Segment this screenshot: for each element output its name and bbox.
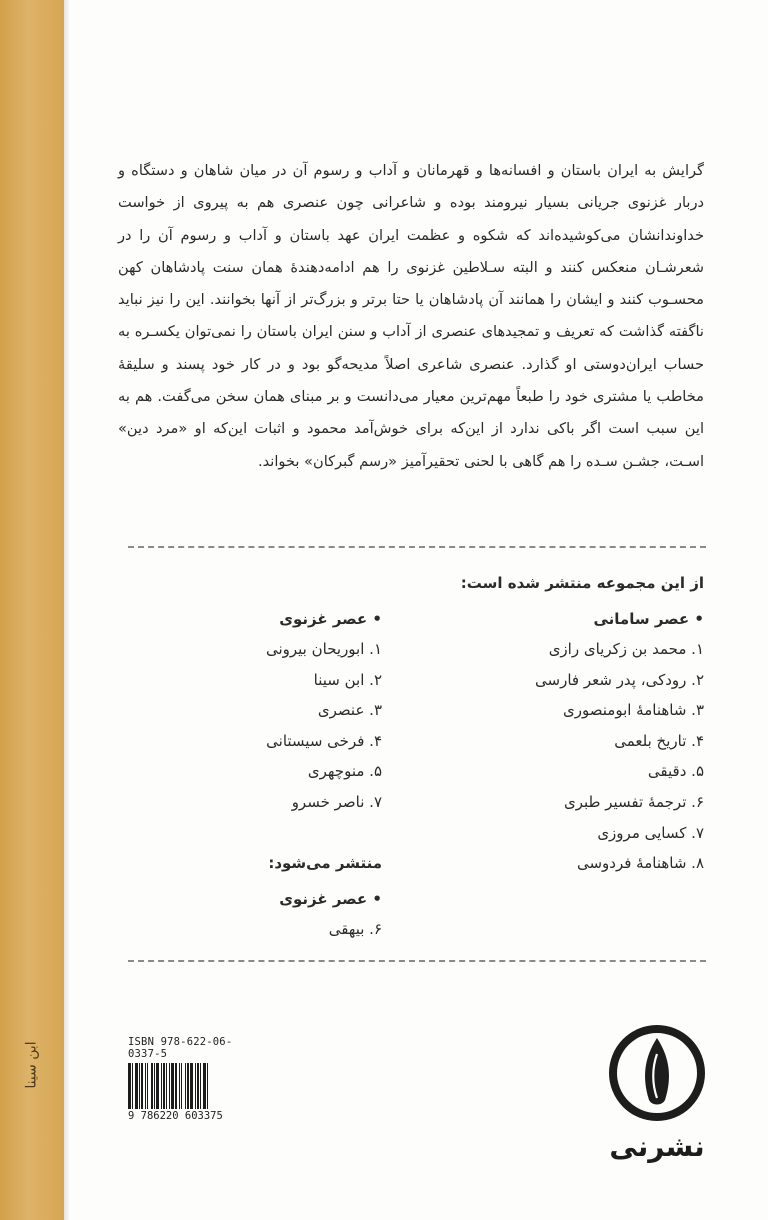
barcode-bar bbox=[190, 1063, 193, 1109]
barcode-bar bbox=[132, 1063, 133, 1109]
publisher-logo bbox=[604, 1020, 710, 1163]
list-item: ۴. تاریخ بلعمی bbox=[614, 731, 704, 750]
list-item: ۲. رودکی، پدر شعر فارسی bbox=[535, 670, 704, 689]
list-item: ۳. عنصری bbox=[317, 701, 382, 720]
list-item: ۳. شاهنامهٔ ابومنصوری bbox=[563, 701, 704, 720]
list-item: ۵. دقیقی bbox=[647, 762, 704, 781]
barcode-bar bbox=[195, 1063, 196, 1109]
barcode-bar bbox=[187, 1063, 189, 1109]
barcode-bar bbox=[200, 1063, 201, 1109]
dashed-divider-bottom bbox=[128, 960, 706, 962]
isbn-block bbox=[128, 1036, 256, 1122]
dashed-divider-top bbox=[128, 546, 706, 548]
barcode-bar bbox=[166, 1063, 167, 1109]
ghaznavi-list bbox=[192, 634, 382, 818]
barcode-bar bbox=[129, 1063, 131, 1109]
intro-paragraph: گرایش به ایران باستان و افسانه‌ها و قهرمانان و آداب و رسوم آن در میان شاهان و دستگاه و دربار غزنوی جریانی بسیار نیرومند بوده و شاعرانی چون عنصری هم به پیروی از خواست خداوندانشان می‌کوشیده‌اند که شکوه و عظمت ایران عهد باستان و آداب و رسوم آن را در شعرشـان منعکس کنند و البته سـلاطین غزنوی را هم ادامه‌دهندهٔ همان سنت پادشاهان کهن محسـوب کنند و ایشان را همانند آن پادشاهان یا حتا برتر و بزرگ‌تر از آنها بخوانند. این را نیز نباید ناگفته گذاشت که تعریف و تمجیدهای عنصری از آداب و سنن ایران باستان را نمی‌توان یکسـره به حساب ایران‌دوستی او گذارد. عنصری شاعری اصلاً مدیحه‌گو بود و در کار خود پسند و سلیقهٔ مخاطب یا مشتری خود را طبعاً مهم‌ترین معیار می‌دانست و بر مبنای همان سخن می‌گفت. هم به این سبب است اگر باکی ندارد از این‌که برای خوش‌آمد محمود و اثبات این‌که او «مرد دین» اسـت، جشـن سـده را هم گاهی با لحنی تحقیرآمیز «رسم گبرکان» بخواند. bbox=[118, 162, 704, 470]
series-list-right bbox=[434, 572, 704, 879]
list-item: ۲. ابن سینا bbox=[313, 670, 382, 689]
barcode-bar bbox=[156, 1063, 159, 1109]
list-item: ۸. شاهنامهٔ فردوسی bbox=[576, 854, 704, 873]
barcode-bar bbox=[154, 1063, 155, 1109]
barcode-bar bbox=[203, 1063, 206, 1109]
barcode-bar bbox=[161, 1063, 162, 1109]
list-item: ۱. ابوریحان بیرونی bbox=[265, 640, 382, 658]
spine-shadow bbox=[64, 0, 70, 1220]
barcode-bar bbox=[179, 1063, 180, 1109]
samani-list bbox=[434, 634, 704, 879]
period-samani: • عصر سامانی bbox=[593, 610, 704, 628]
barcode-bar bbox=[145, 1063, 146, 1109]
list-item: ۵. منوچهری bbox=[307, 762, 382, 781]
barcode bbox=[128, 1063, 256, 1109]
barcode-bar bbox=[197, 1063, 199, 1109]
period-ghaznavi: • عصر غزنوی bbox=[279, 610, 382, 628]
series-list-left bbox=[192, 572, 382, 944]
publisher-name: نشرنی bbox=[609, 1130, 705, 1163]
barcode-bar bbox=[185, 1063, 186, 1109]
series-heading: از این مجموعه منتشر شده است: bbox=[460, 574, 704, 592]
list-item: ۶. بیهقی bbox=[328, 919, 382, 938]
barcode-bar bbox=[141, 1063, 143, 1109]
list-item: ۷. کسایی مروزی bbox=[597, 823, 704, 842]
list-item: ۴. فرخی سیستانی bbox=[266, 731, 382, 750]
barcode-digits: 9 786220 603375 bbox=[128, 1110, 223, 1122]
isbn-label: ISBN 978-622-06-0337-5 bbox=[128, 1036, 233, 1060]
barcode-bar bbox=[169, 1063, 170, 1109]
barcode-bar bbox=[181, 1063, 182, 1109]
nashr-ney-logo-icon bbox=[604, 1020, 710, 1126]
barcode-bar bbox=[163, 1063, 165, 1109]
barcode-bar bbox=[151, 1063, 153, 1109]
heading-spacer bbox=[192, 572, 382, 604]
spine-signature bbox=[8, 990, 56, 1140]
period-ghaznavi-upcoming: • عصر غزنوی bbox=[279, 889, 382, 908]
barcode-bar bbox=[135, 1063, 138, 1109]
barcode-bar bbox=[139, 1063, 140, 1109]
barcode-bar bbox=[175, 1063, 177, 1109]
spine-signature-text: ابن سینا bbox=[24, 1041, 40, 1089]
upcoming-list bbox=[192, 914, 382, 945]
upcoming-heading: منتشر می‌شود: bbox=[268, 853, 382, 872]
list-item: ۶. ترجمهٔ تفسیر طبری bbox=[563, 792, 704, 811]
barcode-bar bbox=[207, 1063, 208, 1109]
list-item: ۱. محمد بن زکریای رازی bbox=[548, 640, 704, 658]
list-item: ۷. ناصر خسرو bbox=[291, 792, 382, 811]
barcode-bar bbox=[147, 1063, 148, 1109]
barcode-bar bbox=[171, 1063, 174, 1109]
intro-text bbox=[118, 155, 704, 478]
